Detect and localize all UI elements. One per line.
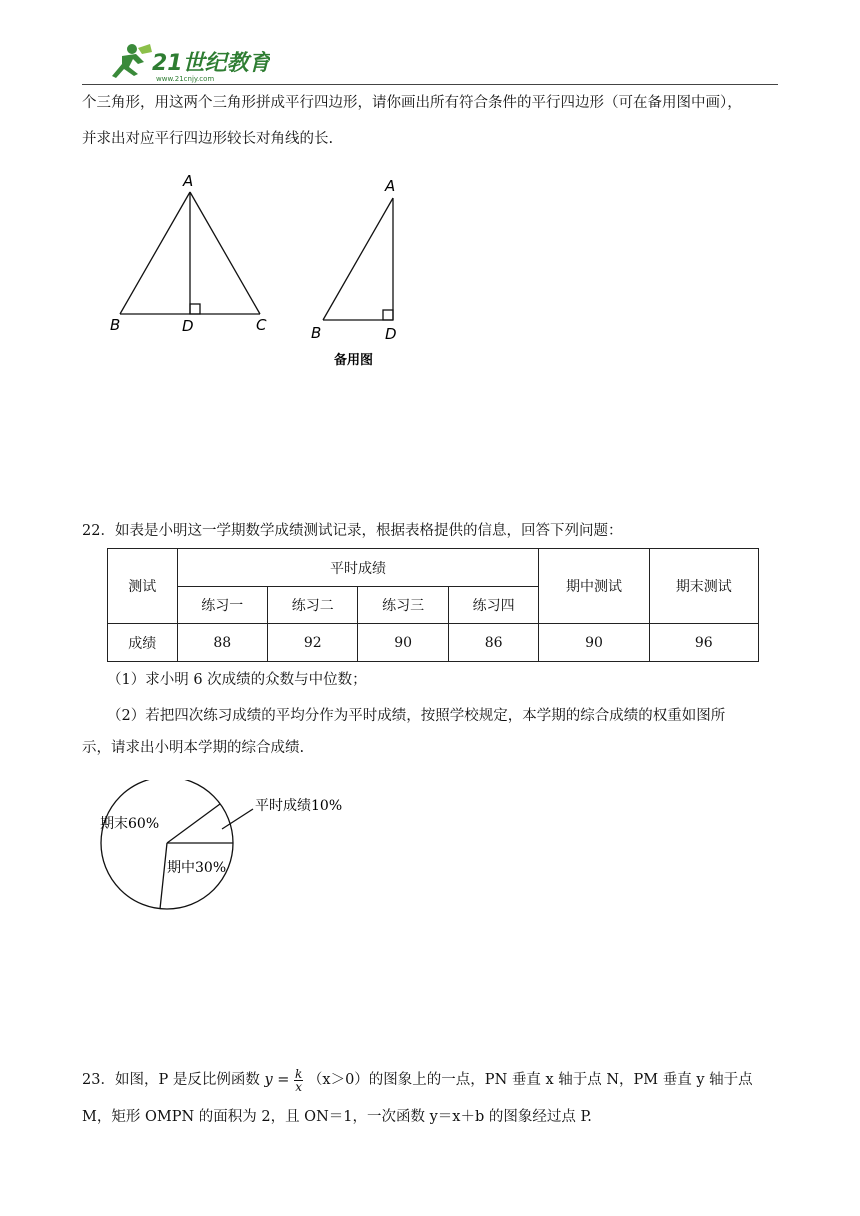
pie-label-daily: 平时成绩10% — [255, 798, 343, 814]
label-b: B — [110, 316, 121, 334]
frac-denominator: x — [295, 1079, 303, 1094]
q23-text-a: 23．如图，P 是反比例函数 — [82, 1072, 260, 1088]
site-logo — [100, 40, 270, 84]
q22-intro: 22．如表是小明这一学期数学成绩测试记录，根据表格提供的信息，回答下列问题： — [82, 523, 623, 539]
header-test: 测试 — [108, 549, 178, 624]
q22-sub2-line2: 示，请求出小明本学期的综合成绩. — [82, 740, 305, 756]
pie-label-final: 期末60% — [100, 816, 160, 832]
header-divider — [82, 84, 778, 85]
score-cell: 96 — [649, 624, 758, 662]
runner-logo-icon — [100, 40, 270, 84]
pie-label-midterm: 期中30% — [167, 860, 227, 876]
label-d: D — [385, 325, 397, 343]
header-midterm: 期中测试 — [539, 549, 649, 624]
q21-line2: 并求出对应平行四边形较长对角线的长. — [82, 131, 334, 147]
pie-divider-upper — [167, 804, 220, 843]
func-y: y — [264, 1072, 273, 1088]
row-label-score: 成绩 — [108, 624, 178, 662]
func-eq: = — [277, 1072, 290, 1088]
label-a: A — [385, 177, 396, 195]
q21-line1: 个三角形，用这两个三角形拼成平行四边形，请你画出所有符合条件的平行四边形（可在备用图中画）， — [82, 95, 742, 111]
score-cell: 88 — [177, 624, 267, 662]
q23-line1 — [82, 1065, 782, 1095]
score-cell: 86 — [448, 624, 538, 662]
q22-sub1: （1）求小明 6 次成绩的众数与中位数； — [107, 672, 367, 688]
weight-pie-chart — [95, 780, 375, 920]
label-b: B — [311, 324, 322, 342]
backup-figure-caption: 备用图 — [334, 353, 374, 368]
score-cell: 90 — [539, 624, 649, 662]
frac-numerator: k — [295, 1066, 303, 1081]
pie-leader-line — [222, 809, 253, 829]
header-final: 期末测试 — [649, 549, 758, 624]
score-cell: 90 — [358, 624, 448, 662]
header-practice-2: 练习二 — [268, 587, 358, 624]
q22-sub2-line1: （2）若把四次练习成绩的平均分作为平时成绩，按照学校规定，本学期的综合成绩的权重如图所 — [107, 708, 726, 724]
label-c: C — [256, 316, 267, 334]
q23-text-b: （x＞0）的图象上的一点，PN 垂直 x 轴于点 N，PM 垂直 y 轴于点 — [307, 1072, 753, 1088]
logo-url: www.21cnjy.com — [156, 75, 215, 83]
header-practice-4: 练习四 — [448, 587, 538, 624]
header-daily-scores: 平时成绩 — [177, 549, 539, 587]
header-practice-3: 练习三 — [358, 587, 448, 624]
label-d: D — [182, 317, 194, 335]
label-a: A — [183, 172, 194, 190]
pie-divider-lower — [160, 843, 167, 909]
backup-triangle-figure — [305, 172, 415, 372]
score-table — [107, 548, 759, 662]
q23-line2: M，矩形 OMPN 的面积为 2，且 ON＝1，一次函数 y＝x＋b 的图象经过点 P. — [82, 1109, 592, 1125]
logo-text: 21世纪教育 — [152, 51, 270, 76]
score-cell: 92 — [268, 624, 358, 662]
fraction-k-over-x — [294, 1068, 303, 1093]
header-practice-1: 练习一 — [177, 587, 267, 624]
triangle-abc-figure — [100, 168, 280, 338]
